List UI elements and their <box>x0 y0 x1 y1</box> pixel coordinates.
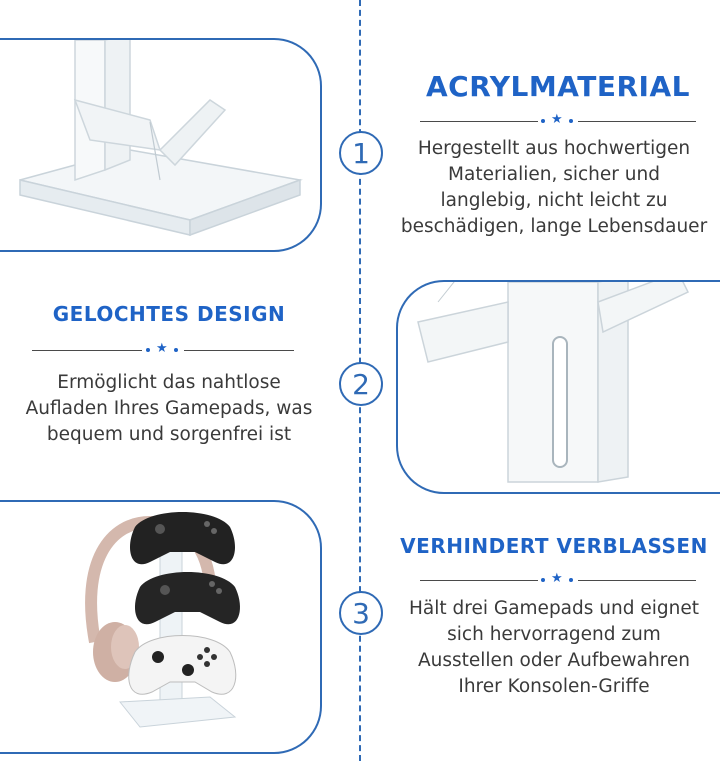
section-1-description <box>388 136 720 240</box>
perforated-design-photo <box>396 280 720 494</box>
section-3-line-4: Ihrer Konsolen-Griffe <box>458 676 650 697</box>
section-3-line-1: Hält drei Gamepads und eignet <box>409 598 699 619</box>
section-2-description <box>0 370 338 448</box>
section-2-line-1: Ermöglicht das nahtlose <box>57 372 281 393</box>
section-1-line-4: beschädigen, lange Lebensdauer <box>400 216 708 237</box>
step-number-2 <box>339 362 383 406</box>
section-2-divider <box>22 341 318 356</box>
section-2-line-2: Aufladen Ihres Gamepads, was <box>25 398 313 419</box>
acrylic-stand-base-illustration <box>0 40 320 250</box>
acrylic-base-photo <box>0 38 322 252</box>
section-2-line-3: bequem und sorgenfrei ist <box>46 424 292 445</box>
section-1-divider <box>400 112 716 127</box>
section-1-line-3: langlebig, nicht leicht zu <box>440 190 668 211</box>
divider-star-icon: ★ <box>156 341 168 356</box>
section-3-line-3: Ausstellen oder Aufbewahren <box>417 650 690 671</box>
divider-star-icon: ★ <box>551 112 563 127</box>
section-2-heading: GELOCHTES DESIGN <box>52 302 286 326</box>
section-3-line-2: sich hervorragend zum <box>447 624 661 645</box>
step-number-3 <box>339 591 383 635</box>
step-number-1-label: 1 <box>352 136 370 170</box>
step-number-1 <box>339 131 383 175</box>
stand-with-gamepads-photo <box>0 500 322 754</box>
section-3-divider <box>400 571 716 586</box>
section-3-description <box>388 596 720 700</box>
section-1-line-2: Materialien, sicher und <box>448 164 660 185</box>
gamepad-stand-illustration <box>0 502 320 752</box>
section-1-line-1: Hergestellt aus hochwertigen <box>417 138 691 159</box>
step-number-2-label: 2 <box>352 367 370 401</box>
section-3-heading: VERHINDERT VERBLASSEN <box>400 534 708 558</box>
acrylic-stand-hole-illustration <box>398 282 720 492</box>
step-number-3-label: 3 <box>352 596 370 630</box>
section-1-heading: ACRYLMATERIAL <box>426 70 690 103</box>
divider-star-icon: ★ <box>551 571 563 586</box>
